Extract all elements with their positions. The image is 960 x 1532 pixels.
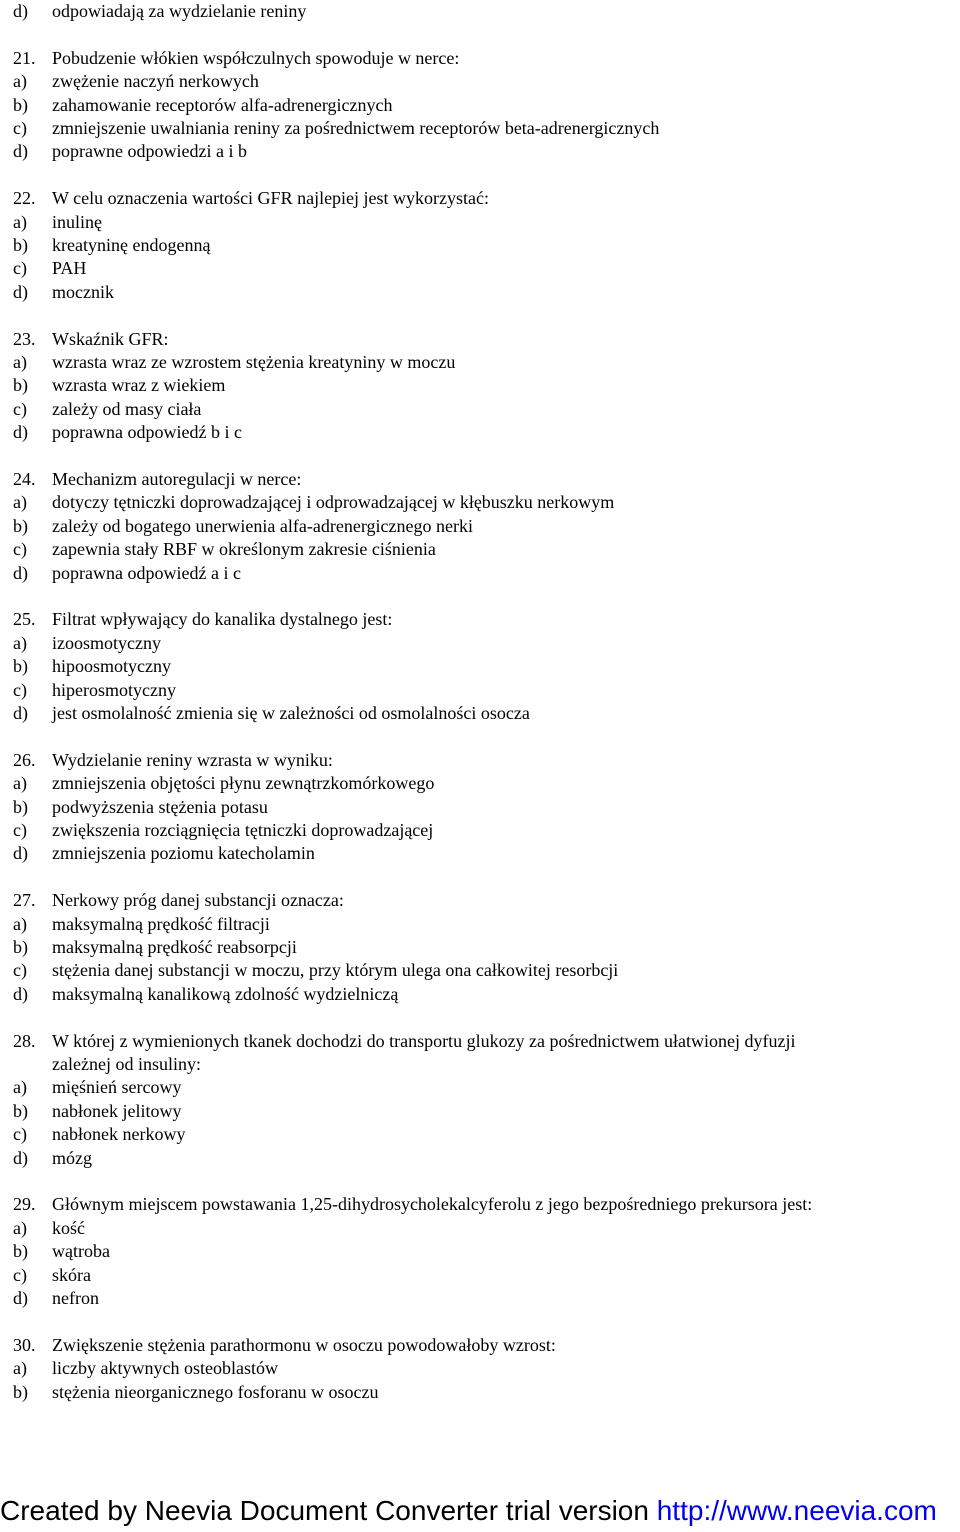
answer-option-marker: b) [13,1381,28,1402]
answer-option-text: nefron [52,1288,99,1308]
answer-option [13,140,247,163]
question-stem [13,468,301,491]
answer-option [13,562,241,585]
answer-option-marker: b) [13,94,28,115]
question-stem [13,328,169,351]
watermark-link[interactable]: http://www.neevia.com [656,1495,937,1526]
question-stem [13,608,392,631]
answer-option-marker: d) [13,562,28,583]
question-stem-marker: 29. [13,1194,36,1215]
answer-option [13,796,268,819]
answer-option-marker: d) [13,141,28,162]
answer-option-text: mocznik [52,281,114,302]
answer-option-text: nabłonek nerkowy [52,1124,186,1145]
answer-option [13,1381,379,1404]
answer-option-text: skóra [52,1264,91,1285]
answer-option-marker: a) [13,1217,27,1238]
question-stem-text: W celu oznaczenia wartości GFR najlepiej jest wykorzystać: [52,188,490,209]
answer-option [13,1357,278,1380]
answer-option [13,351,455,374]
question-stem-text: Mechanizm autoregulacji w nerce: [52,469,302,489]
answer-option [13,234,210,257]
answer-option-marker: c) [13,398,27,419]
answer-option [13,983,398,1006]
question-stem [13,1193,812,1216]
answer-option-marker: a) [13,773,27,794]
answer-option [13,819,433,842]
answer-option [13,1123,185,1146]
answer-option-marker: a) [13,71,27,92]
answer-option [13,374,225,397]
answer-option [13,702,530,725]
answer-option-marker: b) [13,375,28,396]
answer-option-text: odpowiadają za wydzielanie reniny [52,1,307,21]
question-stem-text: Pobudzenie włókien współczulnych spowoduje w nerce: [52,47,460,68]
answer-option-marker: c) [13,820,27,840]
question-stem-continuation [52,1053,201,1076]
answer-option-text: mięśnień sercowy [52,1077,182,1098]
answer-option-text: poprawna odpowiedź b i c [52,422,242,443]
answer-option-text: zahamowanie receptorów alfa-adrenergicznych [52,94,393,115]
question-stem-text: W której z wymienionych tkanek dochodzi do transportu glukozy za pośrednictwem ułatwionej dyfuzji [52,1030,796,1051]
answer-option [13,1240,110,1263]
answer-option-marker: c) [13,679,27,700]
answer-option-marker: d) [13,1288,28,1308]
question-stem [13,749,333,772]
answer-option [13,1100,181,1123]
answer-option-marker: b) [13,1241,28,1262]
answer-option [13,913,270,936]
answer-option [13,538,436,561]
question-stem-marker: 24. [13,469,36,489]
answer-option-marker: d) [13,281,28,302]
answer-option-marker: d) [13,843,28,864]
answer-option-marker: d) [13,1147,28,1168]
answer-option-text: kreatyninę endogenną [52,235,211,255]
answer-option [13,281,114,304]
answer-option [13,117,659,140]
answer-option-marker: c) [13,258,27,279]
answer-option-marker: a) [13,913,27,934]
answer-option [13,1217,85,1240]
answer-option-marker: b) [13,937,28,957]
answer-option [13,1076,181,1099]
answer-option [13,398,201,421]
answer-option-marker: a) [13,632,27,653]
answer-option-text: zwężenie naczyń nerkowych [52,71,259,92]
answer-option [13,632,161,655]
answer-option-text: zwiększenia rozciągnięcia tętniczki doprowadzającej [52,820,434,840]
question-stem-text: Wskaźnik GFR: [52,328,169,349]
answer-option-marker: b) [13,656,28,677]
answer-option-text: zmniejszenie uwalniania reniny za pośrednictwem receptorów beta-adrenergicznych [52,118,660,138]
answer-option-marker: c) [13,1124,27,1145]
answer-option-text: zmniejszenia poziomu katecholamin [52,843,315,864]
answer-option-text: dotyczy tętniczki doprowadzającej i odprowadzającej w kłębuszku nerkowym [52,492,615,513]
answer-option-text: maksymalną prędkość filtracji [52,913,270,934]
answer-option [13,1287,99,1310]
answer-option-text: stężenia danej substancji w moczu, przy którym ulega ona całkowitej resorbcji [52,960,619,981]
answer-option-text: wzrasta wraz ze wzrostem stężenia kreatyniny w moczu [52,352,456,372]
question-stem-marker: 23. [13,328,36,349]
question-stem-marker: 30. [13,1334,36,1355]
question-stem-marker: 28. [13,1030,36,1051]
answer-option-text: poprawne odpowiedzi a i b [52,141,247,162]
answer-option [13,1264,91,1287]
answer-option-text: wzrasta wraz z wiekiem [52,375,226,396]
answer-option [13,842,315,865]
answer-option-text: maksymalną prędkość reabsorpcji [52,937,297,957]
question-stem [13,187,489,210]
answer-option-text: podwyższenia stężenia potasu [52,796,268,817]
answer-option-marker: c) [13,118,27,138]
answer-option-marker: b) [13,515,28,536]
question-stem [13,1334,556,1357]
question-stem-text: Zwiększenie stężenia parathormonu w osoczu powodowałoby wzrost: [52,1334,556,1355]
answer-option-text: nabłonek jelitowy [52,1100,182,1121]
question-stem-marker: 25. [13,609,36,630]
answer-option [13,257,86,280]
question-stem-marker: 21. [13,47,36,68]
question-stem [13,889,344,912]
answer-option-marker: a) [13,492,27,513]
question-stem-text: Wydzielanie reniny wzrasta w wyniku: [52,749,333,770]
question-stem-marker: 22. [13,188,36,209]
question-stem-marker: 27. [13,890,36,911]
answer-option-text: poprawna odpowiedź a i c [52,562,241,583]
answer-option-marker: d) [13,703,28,723]
answer-option-text: kość [52,1217,85,1238]
answer-option [13,936,297,959]
answer-option-text: liczby aktywnych osteoblastów [52,1358,278,1379]
answer-option-text: jest osmolalność zmienia się w zależności od osmolalności osocza [52,703,530,723]
answer-option [13,421,242,444]
question-stem [13,1030,795,1053]
question-stem-text: Głównym miejscem powstawania 1,25-dihydrosycholekalcyferolu z jego bezpośredniego prekursora jest: [52,1194,813,1215]
answer-option [13,211,102,234]
answer-option-text: wątroba [52,1241,110,1262]
answer-option-marker: b) [13,1100,28,1121]
answer-option-marker: d) [13,1,28,21]
answer-option-marker: d) [13,983,28,1004]
question-stem-continuation-text: zależnej od insuliny: [52,1054,201,1074]
answer-option-text: mózg [52,1147,92,1168]
watermark-footer [0,1494,937,1528]
question-stem-text: Nerkowy próg danej substancji oznacza: [52,890,344,911]
answer-option-text: zapewnia stały RBF w określonym zakresie ciśnienia [52,539,436,560]
answer-option-text: hiperosmotyczny [52,679,176,700]
answer-option [13,959,618,982]
question-stem-text: Filtrat wpływający do kanalika dystalnego jest: [52,609,393,630]
answer-option-marker: a) [13,1358,27,1379]
question-stem-marker: 26. [13,749,36,770]
answer-option [13,655,171,678]
answer-option-text: PAH [52,258,87,279]
answer-option [13,1147,92,1170]
question-stem [13,47,459,70]
answer-option-text: stężenia nieorganicznego fosforanu w osoczu [52,1381,379,1402]
answer-option [13,772,434,795]
answer-option [13,94,392,117]
answer-option-text: inulinę [52,211,102,232]
answer-option-marker: a) [13,211,27,232]
answer-option-text: zależy od bogatego unerwienia alfa-adrenergicznego nerki [52,515,473,536]
answer-option-text: izoosmotyczny [52,632,161,653]
answer-option-marker: c) [13,539,27,560]
watermark-text: Created by Neevia Document Converter trial version [0,1495,657,1526]
answer-option-marker: b) [13,235,28,255]
answer-option [13,679,176,702]
answer-option-marker: a) [13,1077,27,1098]
answer-option-marker: d) [13,422,28,443]
answer-option [13,70,259,93]
answer-option-marker: b) [13,796,28,817]
answer-option-text: hipoosmotyczny [52,656,171,677]
answer-option [13,491,614,514]
answer-option [13,515,473,538]
answer-option-text: zmniejszenia objętości płynu zewnątrzkomórkowego [52,773,435,794]
answer-option-marker: a) [13,352,27,372]
answer-option-text: zależy od masy ciała [52,398,202,419]
answer-option-text: maksymalną kanalikową zdolność wydzielniczą [52,983,399,1004]
answer-option-marker: c) [13,1264,27,1285]
answer-option-marker: c) [13,960,27,981]
answer-option [13,0,306,23]
